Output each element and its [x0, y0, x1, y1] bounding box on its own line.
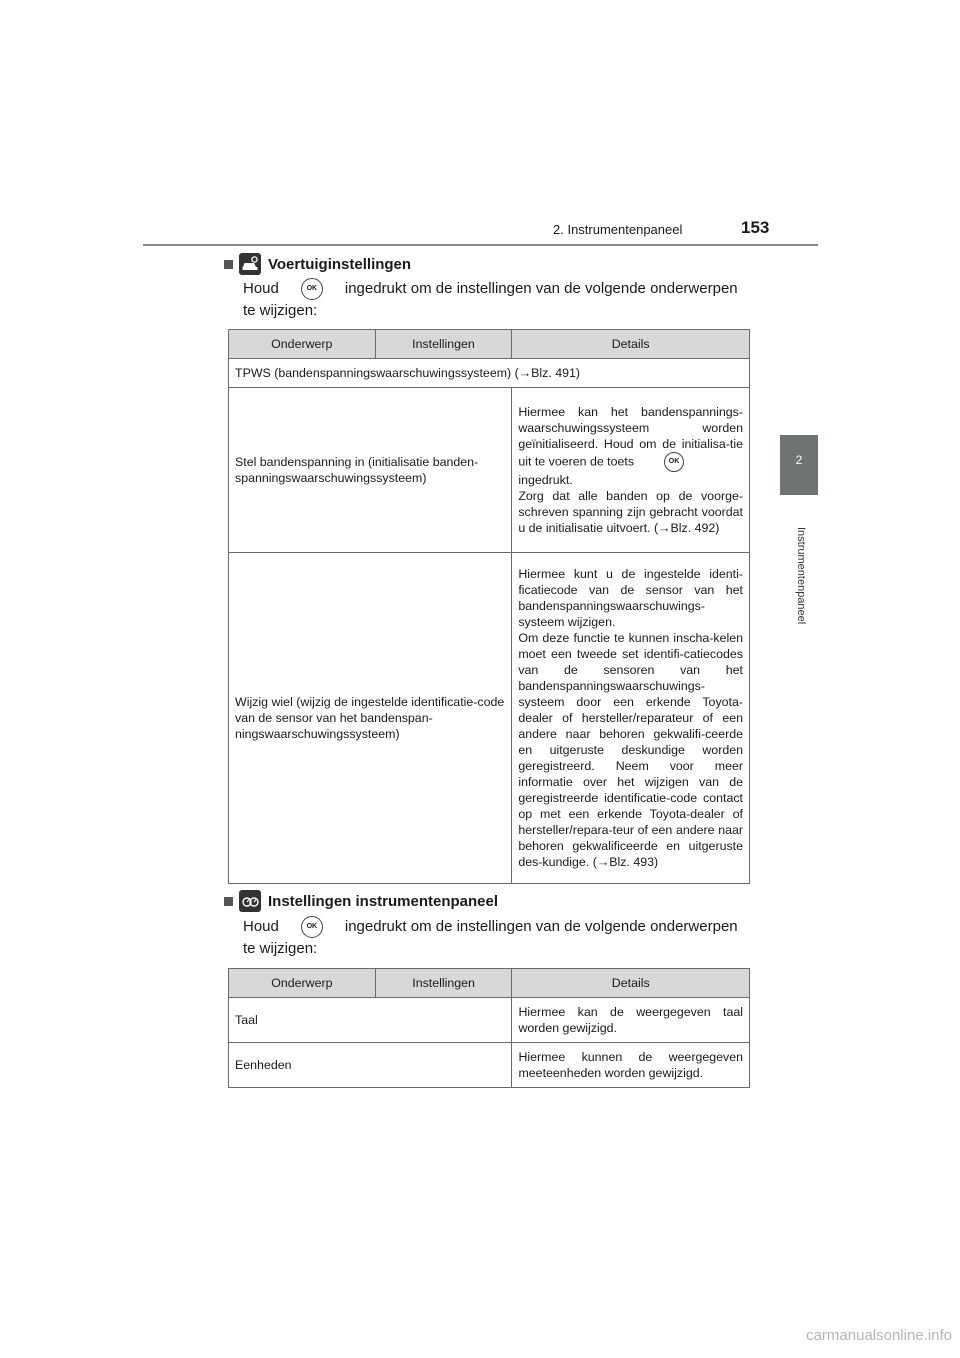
section-title-text: Instellingen instrumentenpaneel: [268, 892, 499, 910]
header-divider: [143, 244, 818, 246]
meter-settings-icon: [239, 890, 261, 912]
chapter-tab: 2: [780, 435, 818, 495]
details-text-a: Hiermee kan het bandenspannings-waarschuwingssysteem worden geïnitialiseerd. Houd om de initialisa-tie uit te voeren de toets: [518, 405, 743, 469]
intro-text-c: te wijzigen:: [243, 302, 318, 320]
row-subject: Stel bandenspanning in (initialisatie banden-spanningswaarschuwingssysteem): [229, 388, 512, 553]
col-header-details: Details: [512, 969, 750, 998]
ok-button-icon: OK: [301, 916, 323, 938]
bullet-square-icon: [224, 897, 233, 906]
ok-button-icon: OK: [664, 452, 684, 472]
row-subject: Eenheden: [229, 1043, 512, 1088]
details-text-c: Zorg dat alle banden op de voorge-schreven spanning zijn gebracht voordat u de initialisatie uitvoert. (→Blz. 492): [518, 489, 743, 535]
table-header-row: [229, 969, 750, 998]
details-text-b: ingedrukt.: [518, 473, 573, 487]
section-title-meter-settings: [224, 890, 498, 912]
intro-text-b: ingedrukt om de instellingen van de volgende onderwerpen: [344, 280, 738, 297]
vehicle-settings-table: [228, 329, 750, 884]
tpws-row-label: TPWS (bandenspanningswaarschuwingssysteem) (→Blz. 491): [229, 359, 750, 388]
chapter-label: Instrumentenpaneel: [795, 527, 807, 625]
intro-text-c: te wijzigen:: [243, 940, 318, 958]
col-header-settings: Instellingen: [375, 969, 512, 998]
row-subject: Wijzig wiel (wijzig de ingestelde identificatie-code van de sensor van het bandenspan-ningswaarschuwingssysteem): [229, 553, 512, 884]
section-title-vehicle-settings: [224, 253, 411, 275]
table-row: [229, 1043, 750, 1088]
row-details: [512, 388, 750, 553]
car-settings-icon: [239, 253, 261, 275]
header-section-title: 2. Instrumentenpaneel: [553, 222, 683, 237]
table-header-row: [229, 330, 750, 359]
row-details: [512, 553, 750, 884]
bullet-square-icon: [224, 260, 233, 269]
row-subject: Taal: [229, 998, 512, 1043]
row-details: Hiermee kan de weergegeven taal worden gewijzigd.: [512, 998, 750, 1043]
section1-intro: [243, 278, 746, 321]
table-row: [229, 553, 750, 884]
col-header-details: Details: [512, 330, 750, 359]
table-row: [229, 359, 750, 388]
col-header-settings: Instellingen: [375, 330, 512, 359]
watermark: carmanualsonline.info: [806, 1327, 952, 1344]
details-text-a: Hiermee kunt u de ingestelde identi-ficatiecode van de sensor van het bandenspanningswaarschuwings-systeem wijzigen.: [518, 567, 743, 629]
intro-text-a: Houd: [243, 918, 279, 935]
section2-intro: [243, 916, 746, 959]
table-row: [229, 998, 750, 1043]
page-number: 153: [741, 218, 770, 237]
ok-button-icon: OK: [301, 278, 323, 300]
col-header-subject: Onderwerp: [229, 969, 376, 998]
section-title-text: Voertuiginstellingen: [268, 255, 412, 273]
row-details: Hiermee kunnen de weergegeven meeteenheden worden gewijzigd.: [512, 1043, 750, 1088]
col-header-subject: Onderwerp: [229, 330, 376, 359]
meter-settings-table: [228, 968, 750, 1088]
details-text-b: Om deze functie te kunnen inscha-kelen moet een tweede set identifi-catiecodes van de sensoren van het bandenspanningswaarschuwings-systeem door een erkende Toyota-dealer of hersteller/reparateur of een andere naar behoren gekwalifi-ceerde en uitgeruste deskundige worden geregistreerd. Neem voor meer informatie over het wijzigen van de geregistreerde identificatie-code contact op met een erkende Toyota-dealer of hersteller/repara-teur of een andere naar behoren gekwalificeerde en uitgeruste des-kundige. (→Blz. 493): [518, 631, 743, 869]
intro-text-a: Houd: [243, 280, 279, 297]
table-row: [229, 388, 750, 553]
intro-text-b: ingedrukt om de instellingen van de volgende onderwerpen: [344, 918, 738, 935]
